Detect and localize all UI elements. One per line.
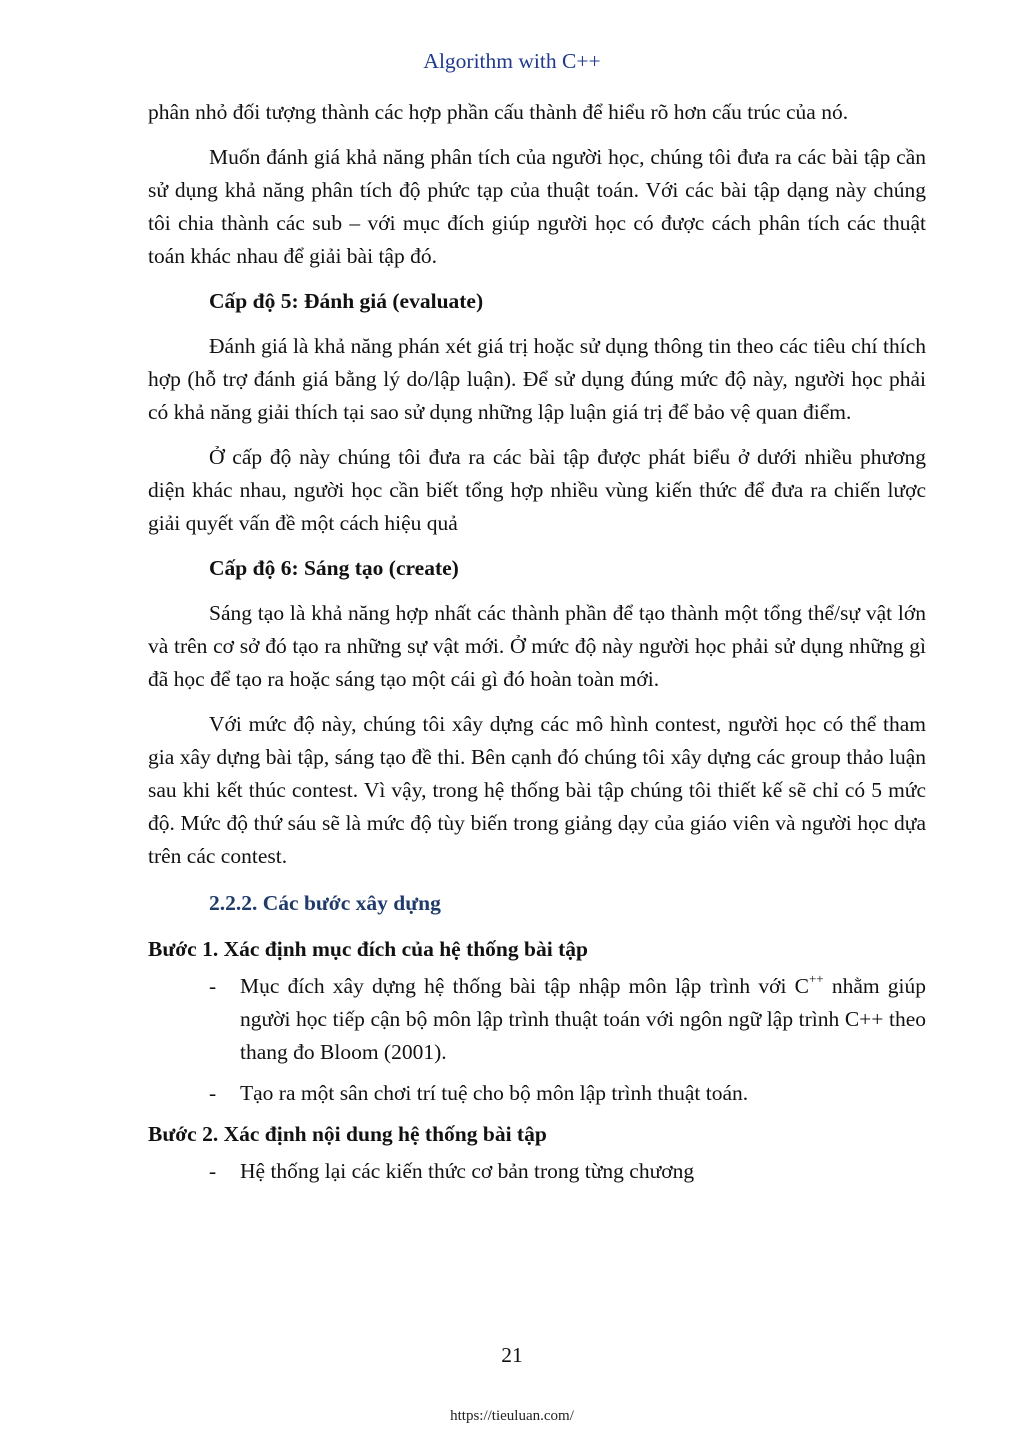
paragraph: Với mức độ này, chúng tôi xây dựng các mô hình contest, người học có thể tham gia xây dựng bài tập, sáng tạo đề thi. Bên cạnh đó chúng tôi xây dựng các group thảo luận sau khi kết thúc contest. Vì vậy, trong hệ thống bài tập chúng tôi thiết kế sẽ chỉ có 5 mức độ. Mức độ thứ sáu sẽ là mức độ tùy biến trong giảng dạy của giáo viên và người học dựa trên các contest. <box>148 712 926 868</box>
level-6-heading: Cấp độ 6: Sáng tạo (create) <box>209 556 459 580</box>
step-1-heading: Bước 1. Xác định mục đích của hệ thống bài tập <box>148 937 588 961</box>
paragraph: Đánh giá là khả năng phán xét giá trị hoặc sử dụng thông tin theo các tiêu chí thích hợp (hỗ trợ đánh giá bằng lý do/lập luận). Để sử dụng đúng mức độ này, người học phải có khả năng giải thích tại sao sử dụng những lập luận giá trị để bảo vệ quan điểm. <box>148 334 926 424</box>
page-number: 21 <box>501 1343 523 1367</box>
bullet-dash: - <box>209 1159 217 1183</box>
step-2-heading: Bước 2. Xác định nội dung hệ thống bài tập <box>148 1122 547 1146</box>
list-item-text: Hệ thống lại các kiến thức cơ bản trong từng chương <box>240 1159 695 1183</box>
section-heading: 2.2.2. Các bước xây dựng <box>209 891 441 915</box>
paragraph: Ở cấp độ này chúng tôi đưa ra các bài tập được phát biểu ở dưới nhiều phương diện khác nhau, người học cần biết tổng hợp nhiều vùng kiến thức để đưa ra chiến lược giải quyết vấn đề một cách hiệu quả <box>148 445 926 535</box>
paragraph: Sáng tạo là khả năng hợp nhất các thành phần để tạo thành một tổng thể/sự vật lớn và trên cơ sở đó tạo ra những sự vật mới. Ở mức độ này người học phải sử dụng những gì đã học để tạo ra hoặc sáng tạo một cái gì đó hoàn toàn mới. <box>148 601 926 691</box>
list-item <box>148 970 926 1069</box>
level-5-heading: Cấp độ 5: Đánh giá (evaluate) <box>209 289 484 313</box>
list-item <box>148 1155 926 1188</box>
list-item-text: Mục đích xây dựng hệ thống bài tập nhập môn lập trình với C <box>240 974 809 998</box>
page-body <box>148 96 926 1196</box>
list-item-text: Tạo ra một sân chơi trí tuệ cho bộ môn lập trình thuật toán. <box>240 1081 749 1105</box>
list-item-text: nhằm giúp người học tiếp cận bộ môn lập trình thuật toán với ngôn ngữ lập trình C++ theo thang đo Bloom (2001). <box>240 974 926 1064</box>
list-item <box>148 1077 926 1110</box>
paragraph: Muốn đánh giá khả năng phân tích của người học, chúng tôi đưa ra các bài tập cần sử dụng khả năng phân tích độ phức tạp của thuật toán. Với các bài tập dạng này chúng tôi chia thành các sub – với mục đích giúp người học có được cách phân tích các thuật toán khác nhau để giải bài tập đó. <box>148 145 926 268</box>
paragraph: phân nhỏ đối tượng thành các hợp phần cấu thành để hiểu rõ hơn cấu trúc của nó. <box>148 100 849 124</box>
bullet-dash: - <box>209 974 217 998</box>
running-header: Algorithm with C++ <box>423 49 601 73</box>
superscript: ++ <box>808 970 824 986</box>
bullet-dash: - <box>209 1081 217 1105</box>
footer-url[interactable]: https://tieuluan.com/ <box>450 1408 574 1424</box>
